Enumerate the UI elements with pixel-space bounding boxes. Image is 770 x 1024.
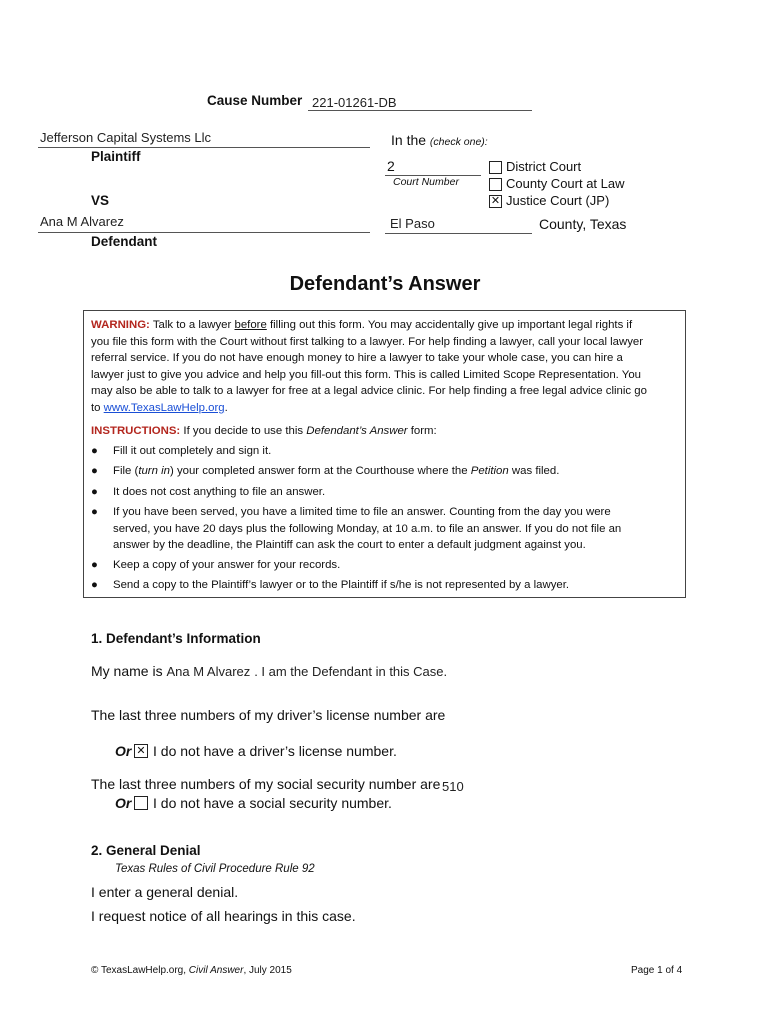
page-title: Defendant’s Answer — [289, 273, 481, 295]
vs-label: VS — [91, 193, 110, 208]
cause-number-line — [308, 110, 532, 111]
plaintiff-line — [38, 147, 370, 148]
plaintiff-label: Plaintiff — [91, 149, 141, 164]
name-statement: My name is Ana M Alvarez . I am the Defendant in this Case. — [91, 663, 448, 679]
district-court-label: District Court — [506, 159, 582, 174]
license-or-label: Or — [115, 743, 132, 759]
defendant-line — [38, 232, 370, 233]
county-line — [385, 233, 532, 234]
plaintiff-name[interactable]: Jefferson Capital Systems Llc — [40, 130, 211, 145]
ssn-or-label: Or — [115, 795, 132, 811]
justice-court-checkbox[interactable]: ✕ — [490, 195, 501, 207]
justice-court-label: Justice Court (JP) — [506, 193, 610, 208]
general-denial-line: I enter a general denial. — [91, 884, 239, 900]
instructions-line: INSTRUCTIONS: If you decide to use this Defendant’s Answer form: — [91, 425, 437, 437]
warning-line-2: you file this form with the Court without first talking to a lawyer. For help finding a lawyer, call your local lawyer — [91, 336, 644, 348]
no-ssn-label: I do not have a social security number. — [153, 795, 392, 811]
section-2-heading: 2. General Denial — [91, 843, 201, 858]
page-number: Page 1 of 4 — [631, 965, 683, 976]
section-1-heading: 1. Defendant’s Information — [91, 631, 261, 646]
cause-number-label: Cause Number — [207, 93, 303, 108]
instruction-bullet-4: ● If you have been served, you have a limited time to file an answer. Counting from the day you were served, you have 20 days plus the following Monday, at 10 a.m. to file an answer. If you do not file an answer by the deadline, the Plaintiff can ask the court to enter a default judgment against you. — [91, 506, 622, 552]
license-statement: The last three numbers of my driver’s license number are — [91, 707, 446, 723]
rule-reference: Texas Rules of Civil Procedure Rule 92 — [115, 863, 315, 875]
in-the-label: In the (check one): — [391, 132, 488, 148]
district-court-checkbox[interactable] — [489, 161, 502, 174]
footer-copyright: © TexasLawHelp.org, Civil Answer, July 2015 — [91, 965, 292, 976]
county-court-label: County Court at Law — [506, 176, 625, 191]
court-number-value[interactable]: 2 — [387, 158, 395, 174]
no-license-label: I do not have a driver’s license number. — [153, 743, 397, 759]
notice-request-line: I request notice of all hearings in this case. — [91, 908, 356, 924]
ssn-statement: The last three numbers of my social security number are — [91, 776, 441, 792]
defendant-label: Defendant — [91, 234, 158, 249]
warning-line-6: to www.TexasLawHelp.org. — [91, 402, 228, 414]
texaslawhelp-link[interactable]: www.TexasLawHelp.org — [103, 402, 225, 414]
defendant-name[interactable]: Ana M Alvarez — [40, 214, 124, 229]
ssn-field[interactable]: 510 — [442, 779, 464, 794]
warning-line-3: referral service. If you do not have enough money to hire a lawyer to take your whole case, you can hire a — [91, 352, 623, 364]
county-court-checkbox[interactable] — [489, 178, 502, 191]
warning-line-4: lawyer just to give you advice and help you fill-out this form. This is called Limited Scope Representation. You — [91, 369, 642, 381]
county-value[interactable]: El Paso — [390, 216, 435, 231]
no-ssn-checkbox[interactable] — [134, 796, 148, 810]
name-field[interactable]: Ana M Alvarez — [166, 664, 251, 679]
cause-number-value[interactable]: 221-01261-DB — [312, 95, 397, 110]
court-number-label: Court Number — [393, 176, 459, 188]
county-suffix: County, Texas — [539, 216, 627, 232]
warning-line-5: may also be able to talk to a lawyer for free at a legal advice clinic. For help finding a free legal advice clinic go — [91, 385, 647, 397]
warning-line-1: WARNING: Talk to a lawyer before filling out this form. You may accidentally give up important legal rights if — [91, 319, 633, 331]
no-license-checkbox[interactable]: ✕ — [134, 744, 148, 758]
